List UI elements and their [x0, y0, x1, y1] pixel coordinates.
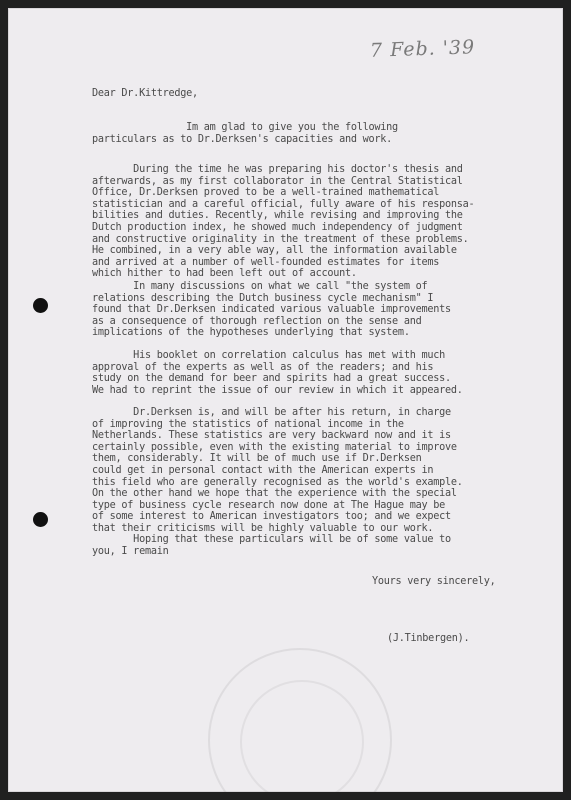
handwritten-date: 7 Feb. '39: [369, 36, 476, 62]
embossed-seal: [208, 648, 392, 792]
salutation: Dear Dr.Kittredge,: [92, 88, 198, 99]
paragraph-booklet: His booklet on correlation calculus has met with much approval of the experts as well as of the readers; and his study on the demand for beer and spirits had a great success. We had to reprint the issue of our review in which it appeared.: [92, 350, 463, 396]
signature: (J.Tinbergen).: [387, 633, 470, 644]
paragraph-thesis: During the time he was preparing his doctor's thesis and afterwards, as my first collaborator in the Central Statistical Office, Dr.Derksen proved to be a well-trained mathematical statistician and a careful official, fully aware of his responsa- bilities and duties. Recently, while revising and improving the Dutch production index, he showed much independency of judgment and constructive originality in the treatment of these problems. He combined, in a very able way, all the information available and arrived at a number of well-founded estimates for items which hither to had been left out of account.: [92, 164, 475, 280]
punch-hole-bottom: [33, 512, 48, 527]
letter-sheet: [8, 8, 563, 792]
punch-hole-top: [33, 298, 48, 313]
embossed-seal-inner: [240, 680, 364, 792]
letter-body: [92, 82, 537, 644]
paragraph-hoping: Hoping that these particulars will be of some value to you, I remain: [92, 534, 451, 557]
closing: Yours very sincerely,: [372, 576, 496, 587]
paragraph-intro: Im am glad to give you the following particulars as to Dr.Derksen's capacities and work.: [92, 122, 398, 145]
paragraph-national-income: Dr.Derksen is, and will be after his return, in charge of improving the statistics of national income in the Netherlands. These statistics are very backward now and it is certainly possible, even with the existing material to improve them, considerably. It will be of much use if Dr.Derksen could get in personal contact with the American experts in this field who are generally recognised as the world's example. On the other hand we hope that the experience with the special type of business cycle research now done at The Hague may be of some interest to American investigators too; and we expect that their criticisms will be highly valuable to our work.: [92, 407, 463, 534]
paragraph-discussions: In many discussions on what we call "the system of relations describing the Dutch business cycle mechanism" I found that Dr.Derksen indicated various valuable improvements as a consequence of thorough reflection on the sense and implications of the hypotheses underlying that system.: [92, 281, 451, 339]
